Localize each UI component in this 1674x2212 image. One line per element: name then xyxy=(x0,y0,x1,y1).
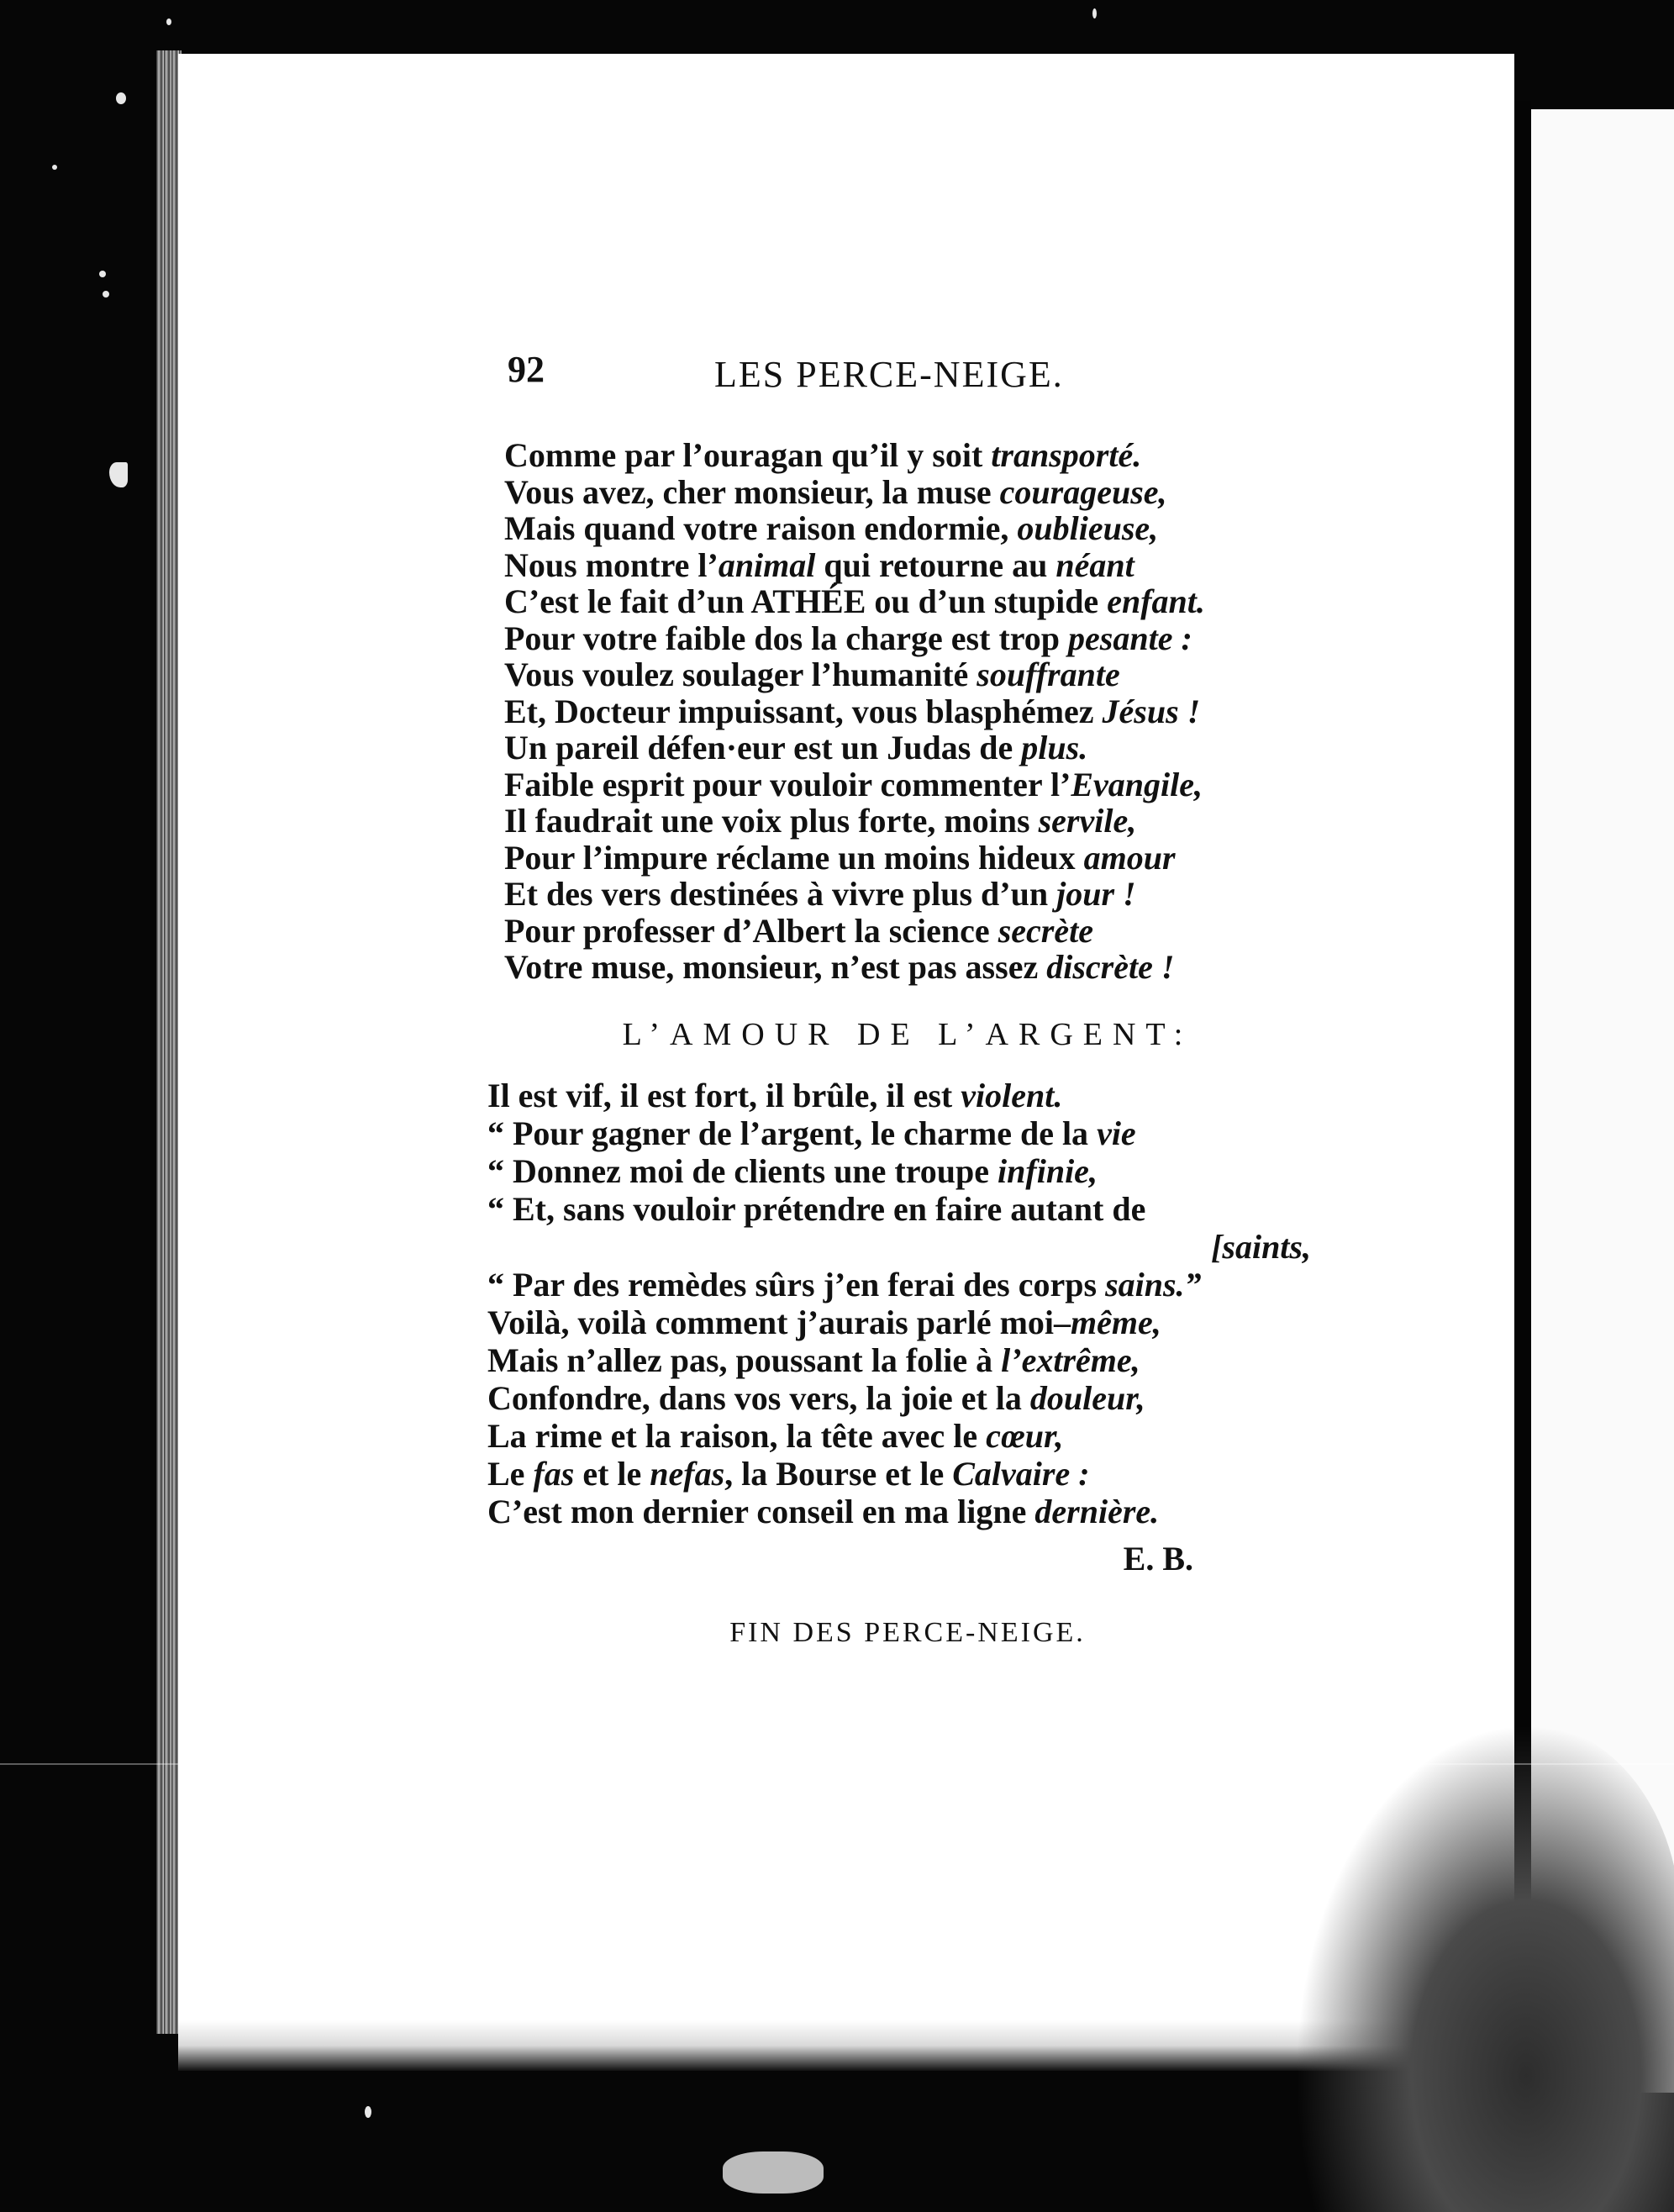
verse-line: Il faudrait une voix plus forte, moins servile, xyxy=(504,802,1137,840)
poem-stanza-2 xyxy=(471,1077,1311,1530)
verse-line: Un pareil défen·eur est un Judas de plus. xyxy=(504,729,1088,766)
verse-line: Mais quand votre raison endormie, oublieuse, xyxy=(504,509,1159,547)
verse-line-continuation: [saints, xyxy=(1211,1227,1311,1266)
verse-line: Votre muse, monsieur, n’est pas assez discrète ! xyxy=(504,948,1175,986)
page-text xyxy=(471,336,1311,1649)
verse-line: La rime et la raison, la tête avec le cœur, xyxy=(487,1416,1064,1455)
verse-line: Voilà, voilà comment j’aurais parlé moi–même, xyxy=(487,1303,1161,1341)
page-number: 92 xyxy=(508,349,545,390)
speck-mark xyxy=(1092,8,1097,18)
verse-line: Il est vif, il est fort, il brûle, il est violent. xyxy=(487,1076,1063,1114)
speck-mark xyxy=(116,92,126,104)
verse-line: Et, Docteur impuissant, vous blasphémez Jésus ! xyxy=(504,692,1201,730)
speck-mark xyxy=(103,291,109,298)
verse-line: C’est le fait d’un ATHÉE ou d’un stupide enfant. xyxy=(504,582,1205,620)
speck-mark xyxy=(166,18,171,25)
scan-line-artifact xyxy=(0,1763,1674,1765)
running-head: LES PERCE-NEIGE. xyxy=(714,354,1064,395)
section-title: L’AMOUR DE L’ARGENT: xyxy=(622,1016,1193,1052)
signature: E. B. xyxy=(1123,1539,1193,1577)
verse-line: Faible esprit pour vouloir commenter l’Evangile, xyxy=(504,765,1203,803)
verse-line: Vous voulez soulager l’humanité souffrante xyxy=(504,656,1120,693)
poem-stanza-1 xyxy=(471,437,1311,986)
verse-line: Pour l’impure réclame un moins hideux amour xyxy=(504,838,1176,877)
verse-line: Pour professer d’Albert la science secrète xyxy=(504,911,1093,950)
verse-line: Pour votre faible dos la charge est trop pesante : xyxy=(504,619,1192,657)
verse-line: Le fas et le nefas, la Bourse et le Calvaire : xyxy=(487,1454,1090,1493)
verse-line: Mais n’allez pas, poussant la folie à l’extrême, xyxy=(487,1340,1140,1379)
verse-line: “ Pour gagner de l’argent, le charme de la vie xyxy=(487,1114,1136,1152)
verse-line: “ Par des remèdes sûrs j’en ferai des corps sains.” xyxy=(487,1265,1202,1304)
verse-line: Nous montre l’animal qui retourne au néant xyxy=(504,545,1134,584)
verse-line: Confondre, dans vos vers, la joie et la douleur, xyxy=(487,1378,1145,1417)
colophon: FIN DES PERCE-NEIGE. xyxy=(729,1616,1086,1648)
page-header xyxy=(471,336,1311,412)
verse-line: C’est mon dernier conseil en ma ligne dernière. xyxy=(487,1492,1160,1530)
verse-line: “ Et, sans vouloir prétendre en faire autant de xyxy=(487,1189,1146,1228)
verse-line: Et des vers destinées à vivre plus d’un jour ! xyxy=(504,875,1136,913)
verse-line: Comme par l’ouragan qu’il y soit transporté. xyxy=(504,436,1142,474)
speck-mark xyxy=(365,2106,371,2118)
speck-mark xyxy=(723,2151,824,2194)
speck-mark xyxy=(99,271,106,277)
speck-mark xyxy=(52,165,57,170)
speck-mark xyxy=(109,462,128,487)
verse-line: Vous avez, cher monsieur, la muse courageuse, xyxy=(504,472,1167,511)
verse-line: “ Donnez moi de clients une troupe infinie, xyxy=(487,1151,1098,1190)
